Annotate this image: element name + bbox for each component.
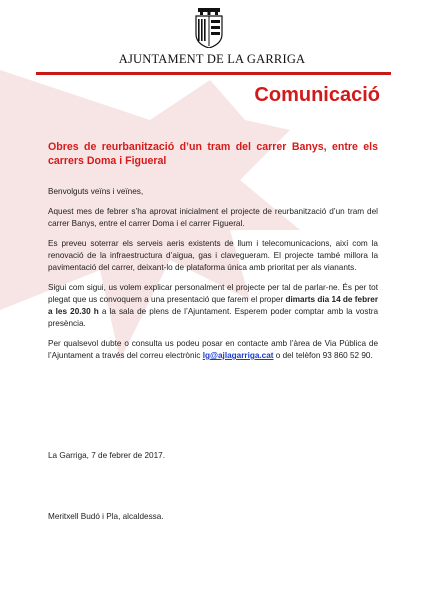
subject-heading: Obres de reurbanització d’un tram del carrer Banys, entre els carrers Doma i Figueral [48,141,378,167]
page-title: Comunicació [254,84,380,106]
letter-body [48,186,378,370]
paragraph-3 [48,282,378,330]
organization-name: AJUNTAMENT DE LA GARRIGA [118,52,306,66]
email-link[interactable]: lg@ajlagarriga.cat [202,351,274,360]
paragraph-3-text-b: a la sala de plens de l’Ajuntament. Esperem poder comptar amb la vostra presència. [48,307,378,328]
paragraph-3-text-a: Sigui com sigui, us volem explicar personalment el projecte per tal de parlar-ne. És per tot plegat que us convoquem a una presentació que farem el proper [48,283,378,304]
header-divider [36,72,391,75]
paragraph-1: Aquest mes de febrer s’ha aprovat inicialment el projecte de reurbanització d’un tram del carrer Banys, entre el carrer Doma i el carrer Figueral. [48,207,378,228]
coat-of-arms-icon [190,8,228,48]
paragraph-4-text-a: Per qualsevol dubte o consulta us podeu posar en contacte amb l’àrea de Via Pública de l’Ajuntament a través del correu electrònic [48,339,378,360]
salutation: Benvolguts veïns i veïnes, [48,187,144,196]
paragraph-4-text-b: o del telèfon 93 860 52 90. [273,351,373,360]
paragraph-4 [48,338,378,362]
paragraph-2: Es preveu soterrar els serveis aeris existents de llum i telecomunicacions, així com la renovació de la infraestructura d’aigua, gas i clavegueram. El projecte també millora la pavimentació del carrer, deixant-lo de plataforma única amb prioritat per als vianants. [48,239,378,272]
signature: Meritxell Budó i Pla, alcaldessa. [48,512,164,521]
meeting-datetime: dimarts dia 14 de febrer a les 20.30 h [48,295,379,316]
letter-date: La Garriga, 7 de febrer de 2017. [48,451,165,460]
